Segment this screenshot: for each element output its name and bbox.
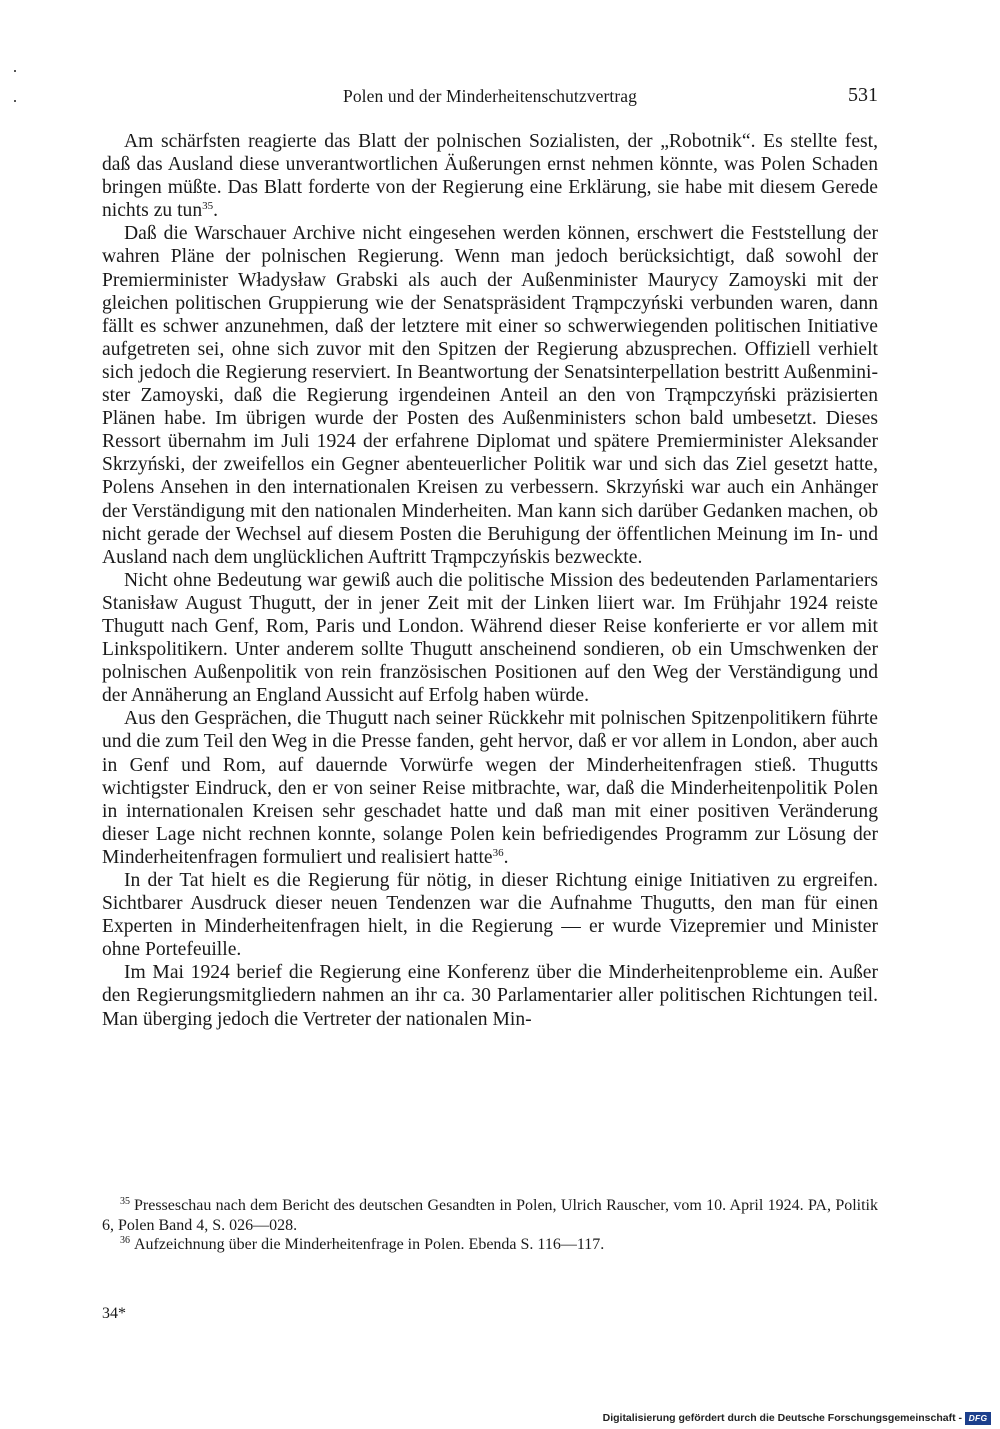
footnote-text: Aufzeichnung über die Minderheitenfrage in Polen. Ebenda S. 116—117. bbox=[134, 1236, 605, 1253]
paragraph-text: In der Tat hielt es die Regierung für nötig, in dieser Richtung einige Initiativen zu ergreifen. Sichtbarer Ausdruck dieser neuen Tendenzen war die Aufnahme Thugutts, den man für einen Experten in Minderheitenfragen hielt, in die Regierung — er wurde Vizepremier und Minister ohne Portefeuille. bbox=[102, 870, 878, 961]
paragraph-text: Im Mai 1924 berief die Regierung eine Konferenz über die Minderheitenprobleme ein. Außer den Regierungsmitgliedern nahmen an ihr ca. 30 Parlamentarier aller politischen Richtungen teil. Man überging jedoch die Vertreter der nationalen Min- bbox=[102, 962, 878, 1030]
paragraph: Aus den Gesprächen, die Thugutt nach seiner Rückkehr mit polnischen Spitzenpolitikern führte und die zum Teil den Weg in die Presse fanden, geht hervor, daß er vor allem in London, aber auch in Genf und Rom, auf dauernde Vorwürfe wegen der Minderheitenfragen stieß. Thugutts wichtigster Eindruck, den er von seiner Reise mitbrachte, war, daß die Minderheitenpolitik Polen in internationalen Kreisen sehr geschadet hatte und daß man mit einer positiven Veränderung dieser Lage nicht rechnen konnte, solange Polen kein befriedigendes Programm zur Lösung der Minderheitenfragen formuliert und realisiert hatte$^{36}$. bbox=[102, 708, 878, 868]
paragraph-text: Am schärfsten reagierte das Blatt der polnischen Sozialisten, der „Robotnik“. Es stellte fest, daß das Ausland diese unverantwortlichen Äußerungen ernst nehmen könnte, was Polen Schaden bringen müßte. Das Blatt forderte von der Regierung eine Erklärung, sie habe mit diesem Gerede nichts zu tun bbox=[102, 131, 878, 222]
dfg-logo-icon: DFG bbox=[965, 1412, 991, 1425]
footnote-reference: 35 bbox=[202, 200, 214, 213]
signature-mark: 34* bbox=[102, 1305, 126, 1322]
footnote-number: 36 bbox=[120, 1235, 130, 1246]
paragraph bbox=[102, 869, 878, 961]
footnote-text: Presseschau nach dem Bericht des deutschen Gesandten in Polen, Ulrich Rauscher, vom 10. April 1924. PA, Politik 6, Polen Band 4, S. 026—028. bbox=[102, 1197, 878, 1234]
funding-notice-text: Digitalisierung gefördert durch die Deutsche Forschungsgemeinschaft - bbox=[602, 1412, 962, 1424]
paragraph: Am schärfsten reagierte das Blatt der polnischen Sozialisten, der „Robotnik“. Es stellte fest, daß das Ausland diese unverantwortlichen Äußerungen ernst nehmen könnte, was Polen Schaden bringen müßte. Das Blatt forderte von der Regierung eine Erklärung, sie habe mit diesem Gerede nichts zu tun$^{35}$. bbox=[102, 131, 878, 222]
paragraph bbox=[102, 569, 878, 708]
running-head bbox=[102, 86, 878, 112]
funding-notice bbox=[603, 1411, 991, 1425]
paragraph-text: Nicht ohne Bedeutung war gewiß auch die politische Mission des bedeutenden Parlamentariers Stanisław August Thugutt, der in jener Zeit mit der Linken liiert war. Im Frühjahr 1924 reiste Thugutt nach Genf, Rom, Paris und London. Während dieser Reise konferierte er vor allem mit Linkspolitikern. Unter anderem sollte Thugutt anscheinend sondieren, ob ein Umschwenken der polnischen Außenpolitik von rein französischen Positionen auf den Weg der Verständigung und der Annäherung an England Aussicht auf Erfolg haben würde. bbox=[102, 569, 878, 707]
paragraph-text: Aus den Gesprächen, die Thugutt nach seiner Rückkehr mit polnischen Spitzenpolitikern führte und die zum Teil den Weg in die Presse fanden, geht hervor, daß er vor allem in London, aber auch in Genf und Rom, auf dauernde Vorwürfe wegen der Minderheitenfragen stieß. Thugutts wichtigster Eindruck, den er von seiner Reise mitbrachte, war, daß die Minderheitenpolitik Polen in internationalen Kreisen sehr geschadet hatte und daß man mit einer positiven Veränderung dieser Lage nicht rechnen konnte, solange Polen kein befriedigendes Programm zur Lösung der Minderheitenfragen formuliert und realisiert hatte bbox=[102, 708, 878, 868]
paragraph bbox=[102, 222, 878, 568]
footnote bbox=[102, 1196, 878, 1235]
footnotes bbox=[102, 1196, 878, 1255]
running-title: Polen und der Minderheitenschutzvertrag bbox=[342, 86, 638, 106]
footnote-number: 35 bbox=[120, 1196, 130, 1207]
footnote-reference: 36 bbox=[492, 846, 504, 859]
scan-mark bbox=[14, 70, 16, 72]
scan-mark bbox=[14, 100, 16, 102]
page-number: 531 bbox=[848, 84, 878, 106]
paragraph-text: Daß die Warschauer Archive nicht eingesehen werden können, erschwert die Feststellung der wahren Pläne der polnischen Regierung. Wenn man jedoch berücksichtigt, daß sowohl der Premierminister Władysław Grabski als auch der Außenminister Maurycy Zamoyski mit der gleichen politischen Gruppierung wie der Senatspräsident Trąmpczyński verbunden waren, dann fällt es schwer anzunehmen, daß der letztere mit einer so schwerwiegenden politischen Initiative aufgetreten sei, ohne sich zuvor mit den Spitzen der Regierung abzusprechen. Offiziell verhielt sich jedoch die Regierung reserviert. In Beantwortung der Senatsinterpellation bestritt Außenminister Zamoyski, daß die Regierung irgendeinen Anteil an den von Trąmpczyński präzisierten Plänen habe. Im übrigen wurde der Posten des Außenministers schon bald umbesetzt. Dieses Ressort übernahm im Juli 1924 der erfahrene Diplomat und spätere Premierminister Aleksander Skrzyński, der zweifellos ein Gegner abenteuerlicher Politik war und sich das Ziel gesetzt hatte, Polens Ansehen in den internationalen Kreisen zu verbessern. Skrzyński war auch ein Anhänger der Verständigung mit den nationalen Minderheiten. Man kann sich darüber Gedanken machen, ob nicht gerade der Wechsel auf diesem Posten die Beruhigung der öffentlichen Meinung im In- und Ausland nach dem unglücklichen Auftritt Trąmpczyńskis bezweckte. bbox=[102, 223, 878, 568]
body-text bbox=[102, 130, 878, 1031]
footnote bbox=[102, 1235, 878, 1255]
paragraph bbox=[102, 961, 878, 1030]
